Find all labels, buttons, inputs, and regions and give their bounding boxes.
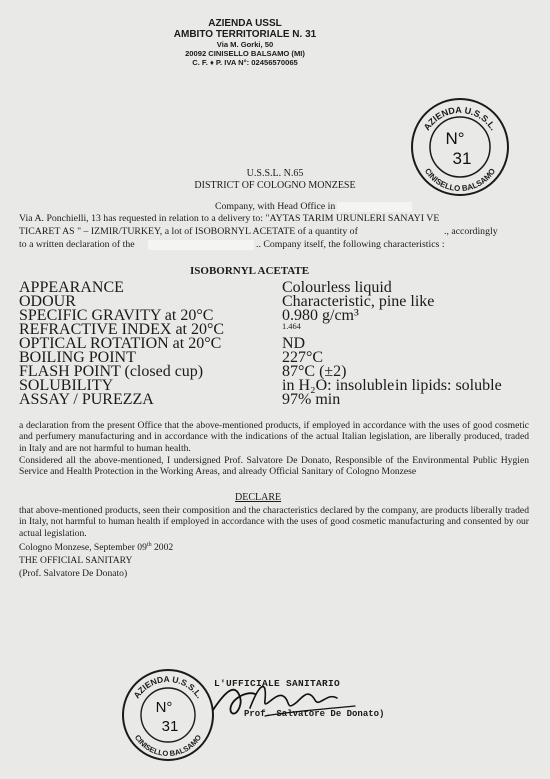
spec-label: SPECIFIC GRAVITY at 20°C: [19, 307, 214, 324]
letterhead-line5: C. F. ♦ P. IVA N°: 02456570065: [192, 58, 298, 67]
stamp-number-label: N°: [155, 699, 173, 716]
letterhead-line1: AZIENDA USSL: [208, 18, 282, 29]
spec-value: in H₂O: insoluble: [282, 377, 395, 394]
handwritten-signature: [205, 672, 365, 732]
redacted-area: [337, 202, 412, 212]
official-stamp-bottom: [118, 665, 218, 765]
redacted-area: [148, 240, 254, 250]
intro-line4a: to a written declaration of the: [19, 239, 135, 250]
spec-value: ND: [282, 335, 306, 352]
product-title: ISOBORNYL ACETATE: [190, 265, 310, 277]
letterhead-line3: Via M. Gorki, 50: [216, 40, 274, 49]
spec-label: SOLUBILITY: [19, 377, 114, 394]
stamp-bottom-arc-text: CINISELLO BALSAMO: [422, 166, 498, 194]
signatory-title: THE OFFICIAL SANITARY: [19, 555, 133, 566]
letterhead-line2: AMBITO TERRITORIALE N. 31: [173, 29, 317, 40]
spec-label: OPTICAL ROTATION at 20°C: [19, 335, 222, 352]
spec-label: ODOUR: [19, 293, 76, 310]
official-seal-line1: L'UFFICIALE SANITARIO: [214, 678, 341, 689]
spec-label: APPEARANCE: [19, 279, 124, 296]
spec-value: 97% min: [282, 391, 341, 408]
stamp-bottom-arc-text: CINISELLO BALSAMO: [132, 733, 204, 759]
declaration-paragraph-1: a declaration from the present Office that the above-mentioned products, if employed in accordance with the uses of good cosmetic and perfumery manufacturing and in accordance with the indications of the actual Italian legislation, are liberally produced, traded in Italy and are not harmful to human health.: [19, 420, 529, 454]
official-stamp-top: [405, 92, 515, 202]
intro-line4b: .. Company itself, the following characteristics :: [256, 239, 445, 250]
spec-value: 1.464: [282, 322, 301, 331]
official-seal-line2: Prof. Salvatore De Donato): [244, 709, 385, 719]
intro-line2: Via A. Ponchielli, 13 has requested in relation to a delivery to: "AYTAS TARIM URUNLERI SANAYI VE: [19, 213, 440, 224]
place-date-text: Cologno Monzese, September 09: [19, 542, 147, 554]
intro-line3a: TICARET AS " – IZMIR/TURKEY, a lot of ISOBORNYL ACETATE of a quantity of: [19, 226, 358, 237]
spec-value: Colourless liquid: [282, 279, 392, 296]
signatory-name: (Prof. Salvatore De Donato): [19, 568, 128, 579]
stamp-number: 31: [452, 149, 472, 168]
letterhead-line4: 20092 CINISELLO BALSAMO (MI): [185, 49, 305, 58]
stamp-top-arc-text: AZIENDA U.S.S.L.: [421, 104, 499, 133]
declaration-paragraph-2: Considered all the above-mentioned, I undersigned Prof. Salvatore De Donato, Responsible of the Environmental Public Hygien Service and Health Protection in the Working Areas, and already Official Sanitary of Cologno Monzese: [19, 455, 529, 478]
intro-line3b: ., accordingly: [444, 226, 498, 237]
intro-line1: Company, with Head Office in: [215, 201, 336, 212]
declaration-paragraph-3: that above-mentioned products, seen their composition and the characteristics declared by the company, are products liberally traded in Italy, not harmful to human health if employed in accordance with the uses of good cosmetic manufacturing and consented by our actual legislation.: [19, 505, 529, 539]
spec-value: 0.980 g/cm³: [282, 307, 359, 324]
date-suffix: th: [146, 542, 152, 548]
date-year: 2002: [151, 542, 174, 554]
stamp-number: 31: [161, 718, 179, 735]
spec-value: Characteristic, pine like: [282, 293, 435, 310]
stamp-number-label: N°: [445, 129, 465, 148]
place-date: [19, 542, 173, 553]
district-name: DISTRICT OF COLOGNO MONZESE: [194, 180, 356, 191]
spec-value: 87°C (±2): [282, 363, 347, 380]
stamp-top-arc-text: AZIENDA U.S.S.L.: [131, 673, 205, 701]
ussl-number: U.S.S.L. N.65: [246, 168, 304, 179]
spec-label: REFRACTIVE INDEX at 20°C: [19, 321, 225, 338]
spec-value: 227°C: [282, 349, 324, 366]
declare-heading: DECLARE: [235, 492, 282, 503]
letterhead: [150, 18, 340, 67]
spec-label: BOILING POINT: [19, 349, 136, 366]
spec-value-secondary: in lipids: soluble: [395, 377, 502, 394]
spec-label: FLASH POINT (closed cup): [19, 363, 204, 380]
spec-label: ASSAY / PUREZZA: [19, 391, 154, 408]
office-heading: [150, 168, 400, 192]
